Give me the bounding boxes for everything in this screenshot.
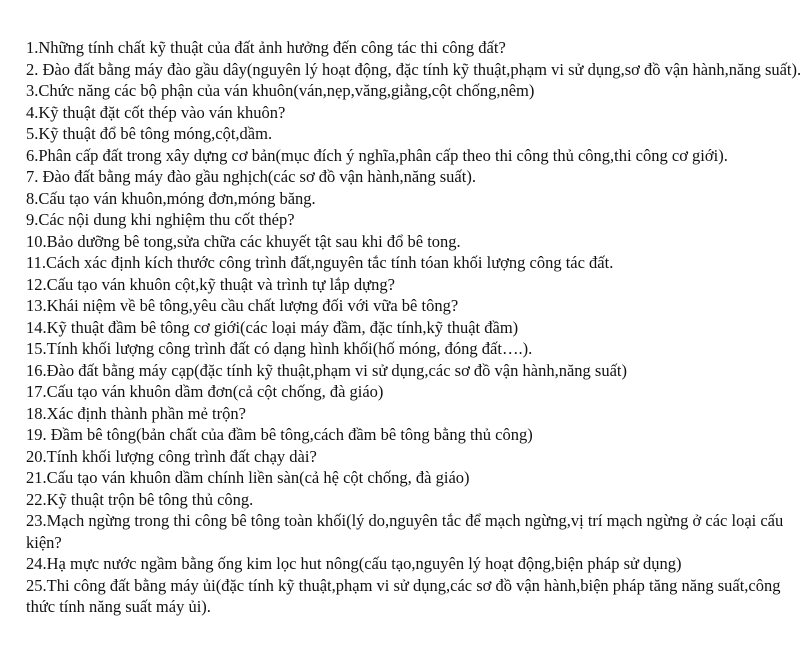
question-4: 4.Kỹ thuật đặt cốt thép vào ván khuôn? — [26, 102, 286, 122]
question-13: 13.Khái niệm về bê tông,yêu cầu chất lượng đối với vữa bê tông? — [26, 296, 459, 315]
question-14: 14.Kỹ thuật đầm bê tông cơ giới(các loại máy đầm, đặc tính,kỹ thuật đầm) — [26, 317, 519, 337]
question-17: 17.Cấu tạo ván khuôn dầm đơn(cả cột chống, đà giáo) — [26, 382, 384, 401]
question-10: 10.Bảo dưỡng bê tong,sửa chữa các khuyết tật sau khi đổ bê tong. — [26, 231, 461, 251]
question-21: 21.Cấu tạo ván khuôn dầm chính liền sàn(cả hệ cột chống, đà giáo) — [26, 468, 470, 487]
question-22: 22.Kỹ thuật trộn bê tông thủ công. — [26, 489, 254, 509]
question-20: 20.Tính khối lượng công trình đất chạy dài? — [26, 446, 317, 466]
question-24: 24.Hạ mực nước ngầm bằng ống kim lọc hut nông(cấu tạo,nguyên lý hoạt động,biện pháp sử dụng) — [26, 554, 682, 573]
question-7: 7. Đào đất bằng máy đào gầu nghịch(các sơ đồ vận hành,năng suất). — [26, 167, 476, 186]
question-2: 2. Đào đất bằng máy đào gầu dây(nguyên lý hoạt động, đặc tính kỹ thuật,phạm vi sử dụng,sơ đồ vận hành,năng suất). — [26, 59, 802, 79]
question-25: 25.Thi công đất bằng máy ủi(đặc tính kỹ thuật,phạm vi sử dụng,các sơ đồ vận hành,biện pháp tăng năng suất,công thức tính năng suất máy ủi). — [26, 575, 781, 616]
question-3: 3.Chức năng các bộ phận của ván khuôn(ván,nẹp,văng,giằng,cột chống,nêm) — [26, 81, 535, 100]
question-11: 11.Cách xác định kích thước công trình đất,nguyên tắc tính tóan khối lượng công tác đất. — [26, 253, 614, 272]
question-8: 8.Cấu tạo ván khuôn,móng đơn,móng băng. — [26, 188, 316, 208]
question-6: 6.Phân cấp đất trong xây dựng cơ bản(mục đích ý nghĩa,phân cấp theo thi công thủ công,thi công cơ giới). — [26, 145, 728, 165]
question-15: 15.Tính khối lượng công trình đất có dạng hình khối(hố móng, đóng đất….). — [26, 339, 533, 358]
question-1: 1.Những tính chất kỹ thuật của đất ảnh hưởng đến công tác thi công đất? — [26, 38, 506, 57]
question-23: 23.Mạch ngừng trong thi công bê tông toàn khối(lý do,nguyên tắc để mạch ngừng,vị trí mạch ngừng ở các loại cấu kiện? — [26, 511, 784, 552]
question-9: 9.Các nội dung khi nghiệm thu cốt thép? — [26, 210, 295, 229]
question-19: 19. Đầm bê tông(bản chất của đầm bê tông,cách đầm bê tông bằng thủ công) — [26, 425, 533, 444]
question-5: 5.Kỹ thuật đổ bê tông móng,cột,dầm. — [26, 124, 273, 143]
question-list — [26, 37, 812, 618]
question-12: 12.Cấu tạo ván khuôn cột,kỹ thuật và trình tự lắp dựng? — [26, 274, 395, 294]
question-18: 18.Xác định thành phần mẻ trộn? — [26, 403, 246, 423]
question-16: 16.Đào đất bằng máy cạp(đặc tính kỹ thuật,phạm vi sử dụng,các sơ đồ vận hành,năng suất) — [26, 360, 627, 380]
